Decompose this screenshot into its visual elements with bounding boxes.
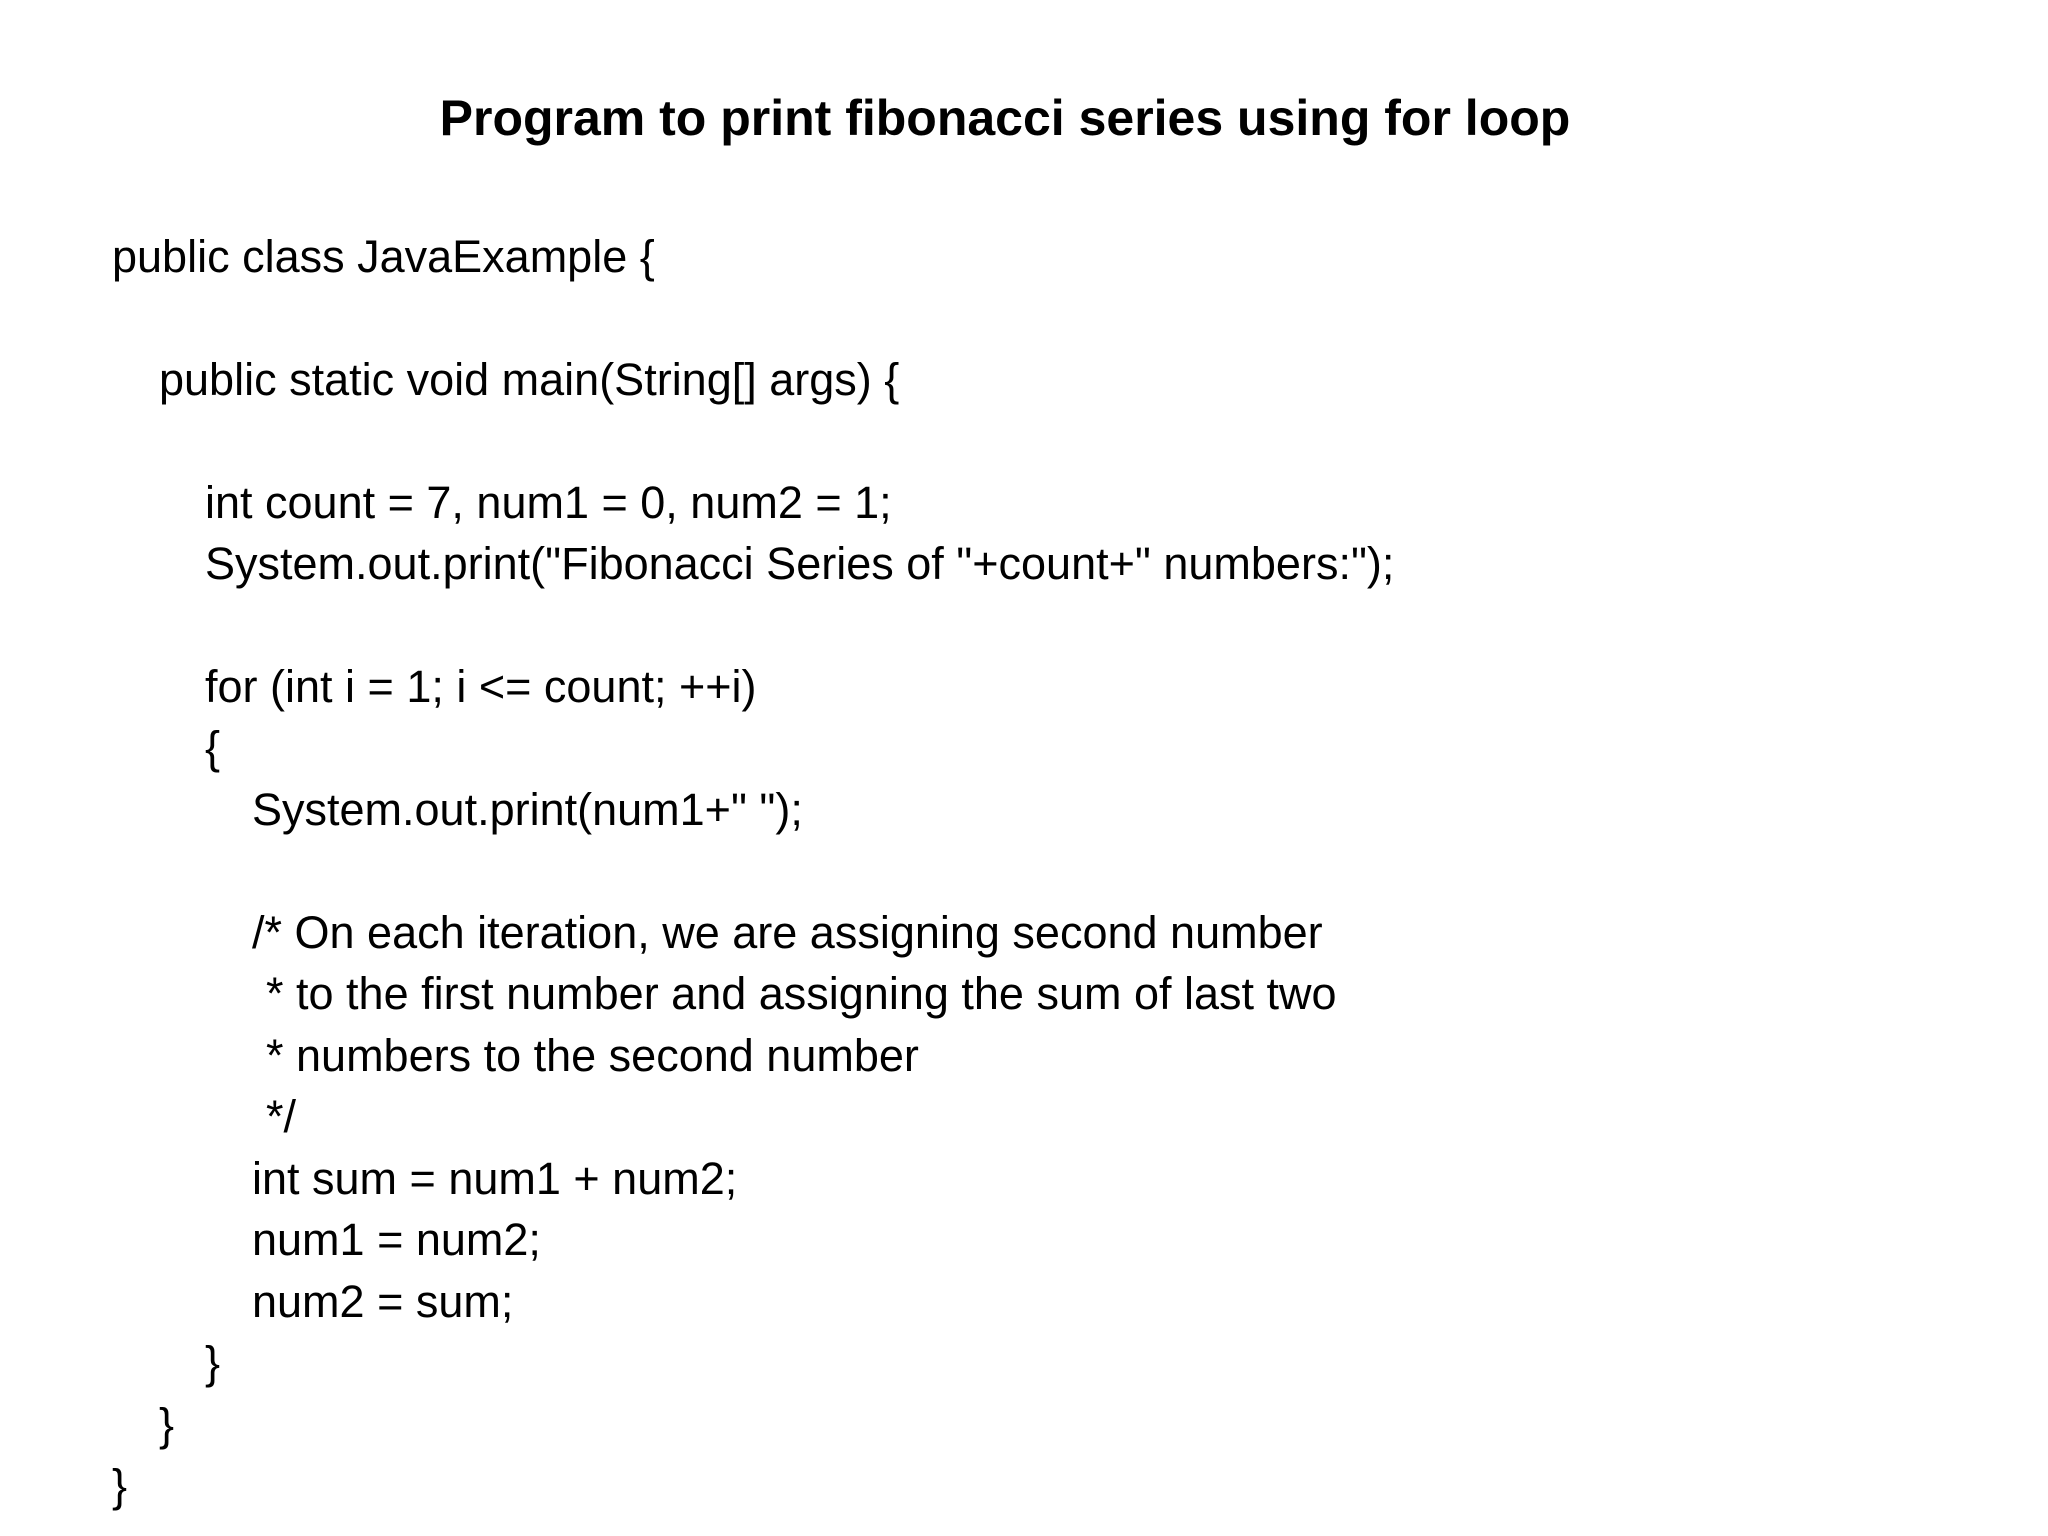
code-line: } (205, 1337, 221, 1388)
code-line: public class JavaExample { (112, 231, 655, 282)
slide-title: Program to print fibonacci series using for loop (439, 90, 1571, 146)
code-line: * numbers to the second number (266, 1030, 919, 1081)
code-line: } (112, 1460, 128, 1511)
code-line: /* On each iteration, we are assigning second number (252, 907, 1323, 958)
code-line: int count = 7, num1 = 0, num2 = 1; (205, 477, 892, 528)
code-line: public static void main(String[] args) { (159, 354, 900, 405)
code-line: } (159, 1399, 175, 1450)
code-line: * to the first number and assigning the sum of last two (266, 968, 1337, 1019)
code-line: { (205, 722, 221, 773)
code-line: System.out.print("Fibonacci Series of "+count+" numbers:"); (205, 538, 1395, 589)
code-line: int sum = num1 + num2; (252, 1153, 738, 1204)
code-line: num2 = sum; (252, 1276, 514, 1327)
code-line: */ (266, 1091, 297, 1142)
code-line: num1 = num2; (252, 1214, 541, 1265)
code-line: for (int i = 1; i <= count; ++i) (205, 661, 757, 712)
code-line: System.out.print(num1+" "); (252, 784, 803, 835)
